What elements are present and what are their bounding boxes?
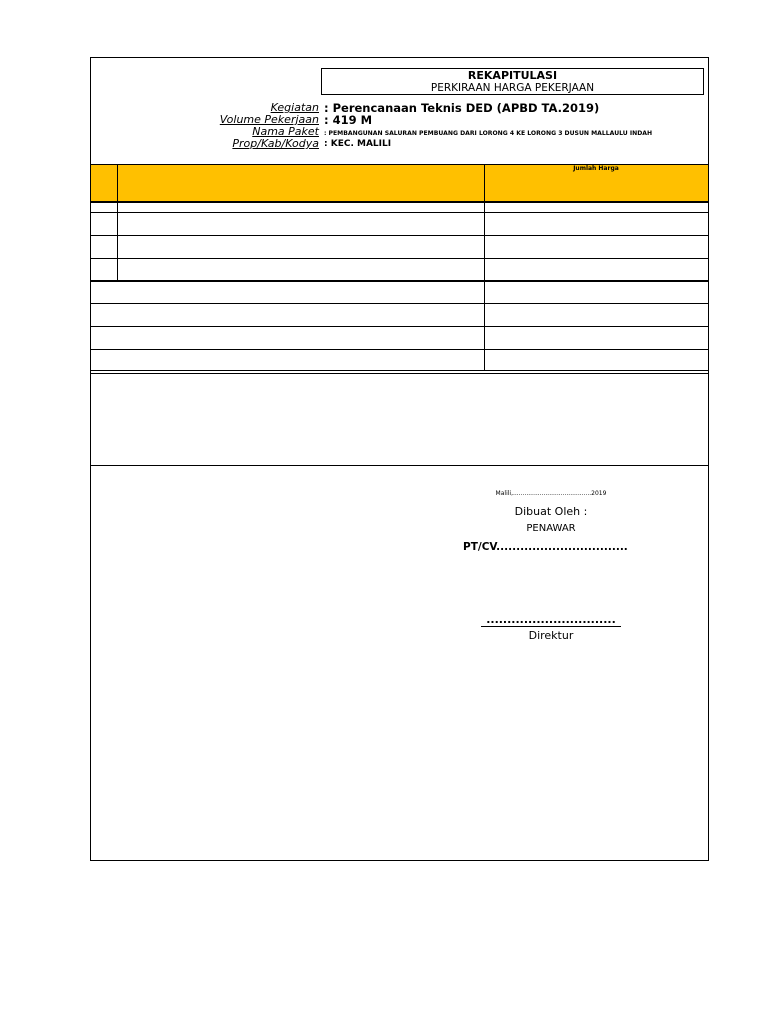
row-line [91,349,708,350]
row-line-double [91,373,708,374]
row-line-subtotal [91,280,708,282]
company-field: PT/CV................................. [463,541,628,553]
paket-value: : PEMBANGUNAN SALURAN PEMBUANG DARI LORONG 4 KE LORONG 3 DUSUN MALLAULU INDAH [324,130,653,137]
row-line [91,326,708,327]
document-page [90,57,709,861]
title-box [321,68,704,95]
row-line [91,235,708,236]
row-line [91,202,708,203]
info-row-kegiatan [91,102,710,114]
info-row-volume [91,114,710,126]
row-line [91,212,708,213]
lokasi-value: : KEC. MALILI [324,139,392,149]
info-row-paket [91,126,710,138]
kegiatan-label: Kegiatan [270,101,319,114]
row-line [91,303,708,304]
row-line [91,370,708,371]
document-title: REKAPITULASI [467,69,558,82]
col-divider-jumlah [484,164,485,370]
document-subtitle: PERKIRAAN HARGA PEKERJAAN [430,82,595,94]
made-by-label: Dibuat Oleh : [514,505,588,518]
signature-name-line: ............................... [481,613,621,627]
role-label: PENAWAR [526,523,576,534]
info-row-lokasi [91,138,710,150]
kegiatan-value: : Perencanaan Teknis DED (APBD TA.2019) [324,101,600,115]
paket-label: Nama Paket [252,125,319,138]
place-date: Malili,.........................................2019 [495,490,607,497]
lokasi-label: Prop/Kab/Kodya [232,137,319,150]
volume-value: : 419 M [324,113,373,127]
row-line [91,258,708,259]
volume-label: Volume Pekerjaan [219,113,319,126]
jumlah-harga-header: Jumlah Harga [573,165,619,172]
position-label: Direktur [528,629,574,642]
col-divider-no [117,164,118,280]
notes-bottom-line [91,465,708,466]
